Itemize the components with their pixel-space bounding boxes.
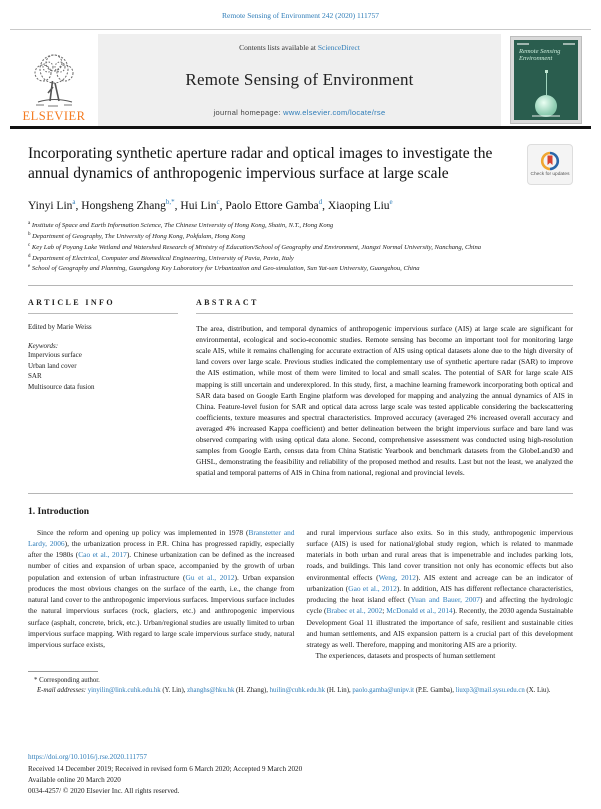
keyword: Multisource data fusion [28, 382, 95, 391]
cover-thermometer-graphic [534, 70, 558, 117]
body-column-left: Since the reform and opening up policy was implemented in 1978 (Branstetter and Lardy, 2006), the urbanization process in P.R. China has progressed rapidly, especially after the 1980s (Cao et al., 2017). Chinese urbanization can be defined as the increased number of cities and expansion of urban space, accompanied by the growth of urban population and extension of urban infrastructure (Gu et al., 2012). Urban expansion produces the most obvious changes on the surface of the earth, i.e., the change from natural land cover to the anthropogenic impervious surfaces. Impervious surface includes the natural impervious surfaces (rock, glaciers, etc.) and anthropogenic impervious surface (asphalt, concrete, brick, etc.). Urban/regional studies are usually limited to urban impervious surface mapping. With regard to large scale impervious surface study, natural impervious surface exists, [28, 527, 295, 650]
inline-link[interactable]: Yuan and Bauer, 2007 [410, 595, 480, 605]
abstract-column [196, 298, 573, 479]
masthead-divider [10, 126, 591, 129]
elsevier-wordmark: ELSEVIER [22, 109, 86, 123]
check-for-updates-label: Check for updates [530, 171, 570, 177]
inline-link[interactable]: Cao et al., 2017 [78, 550, 127, 560]
contents-line: Contents lists available at ScienceDirect [239, 43, 360, 52]
footer-block [28, 752, 573, 797]
elsevier-tree-icon [26, 51, 82, 109]
body-paragraph: and rural impervious surface also exits. So in this study, anthropogenic impervious surface (AIS) is used for national/global study region, which is related to manmade materials in both urban and rural areas that is impenetrable and includes parking lots, roads, and buildings. This land cover transition not only has economic effects but also environmental effects (Weng, 2012). AIS extent and acreage can be an indicator of urbanization (Gao et al., 2012). In addition, AIS has different reflectance characteristics, producing the heat island effect (Yuan and Bauer, 2007) and affecting the hydrologic cycle (Brabec et al., 2002; McDonald et al., 2014). Recently, the 2030 agenda Sustainable Development Goal 11 illustrated the importance of safe, resilient and sustainable cities and human settlements, and AIS expansion pattern is a crucial part of this development strategy as well. Therefore, mapping and monitoring AIS are a priority. [306, 527, 574, 650]
author-line: Yinyi Lin$^a$, Hongsheng Zhang$^{b,*}$, Hui Lin$^c$, Paolo Ettore Gamba$^d$, Xiaoping Liu$^e$ [28, 197, 393, 212]
body-paragraph: The experiences, datasets and prospects of human settlement [315, 651, 496, 661]
title-block [28, 144, 573, 185]
check-for-updates-icon [540, 151, 560, 171]
article-info-heading: ARTICLE INFO [28, 298, 178, 314]
inline-link[interactable]: yinyilin@link.cuhk.edu.hk [87, 687, 161, 695]
check-for-updates-badge[interactable] [527, 144, 573, 185]
section-heading-introduction: 1. Introduction [28, 506, 90, 517]
top-hairline [10, 29, 591, 30]
keyword: Urban land cover [28, 361, 77, 370]
elsevier-logo [10, 34, 98, 126]
homepage-line: journal homepage: www.elsevier.com/locate/rse [213, 108, 386, 117]
affiliation: $^c$ Key Lab of Poyang Lake Wetland and Watershed Research of Ministry of Education/School of Geography and Environment, Jiangxi Normal University, Nanchang, China [28, 242, 482, 251]
inline-link[interactable]: zhanghs@hku.hk [187, 687, 235, 695]
affiliation: $^b$ Department of Geography, The University of Hong Kong, Pokfulam, Hong Kong [28, 232, 246, 241]
inline-link[interactable]: paolo.gamba@unipv.it [352, 687, 415, 695]
masthead-center [98, 34, 501, 126]
keyword: Impervious surface [28, 351, 82, 359]
inline-link[interactable]: Gao et al., 2012 [348, 583, 397, 593]
body-columns [28, 527, 573, 662]
received-dates: Received 14 December 2019; Received in revised form 6 March 2020; Accepted 9 March 2020 [28, 764, 303, 773]
sciencedirect-link[interactable]: ScienceDirect [317, 43, 360, 52]
footnote-rule [28, 671, 98, 672]
affiliation: $^d$ Department of Electrical, Computer and Biomedical Engineering, University of Pavia, Pavia, Italy [28, 253, 294, 262]
inline-link[interactable]: Weng, 2012 [378, 572, 416, 582]
affiliation-list [28, 220, 573, 274]
footnote-block [28, 671, 573, 697]
inline-link[interactable]: liuxp3@mail.sysu.edu.cn [455, 687, 525, 695]
inline-link[interactable]: Brabec et al., 2002 [326, 606, 383, 616]
journal-homepage-link[interactable]: www.elsevier.com/locate/rse [283, 108, 386, 117]
affiliation: $^e$ School of Geography and Planning, Guangdong Key Laboratory for Urbanization and Geo-simulation, Sun Yat-sen University, Guangzhou, China [28, 264, 420, 273]
info-abstract-section [28, 285, 573, 494]
cover-bottom-decoration [532, 115, 560, 117]
article-title: Incorporating synthetic aperture radar and optical images to investigate the annual dynamics of anthropogenic impervious surface at large scale [28, 144, 493, 182]
inline-link[interactable]: McDonald et al., 2014 [386, 606, 453, 616]
issn-copyright: 0034-4257/ © 2020 Elsevier Inc. All rights reserved. [28, 786, 180, 795]
affiliation: $^a$ Institute of Space and Earth Information Science, The Chinese University of Hong Kong, Shatin, N.T., Hong Kong [28, 221, 334, 230]
corresponding-author-note: * Corresponding author. [34, 676, 100, 684]
keywords-label: Keywords: [28, 342, 59, 350]
inline-link[interactable]: huilin@cuhk.edu.hk [269, 687, 325, 695]
journal-cover [501, 34, 591, 126]
doi-link[interactable]: https://doi.org/10.1016/j.rse.2020.111757 [28, 753, 147, 762]
masthead [10, 34, 591, 126]
article-info-column [28, 298, 178, 479]
email-addresses: E-mail addresses: yinyilin@link.cuhk.edu.hk (Y. Lin), zhanghs@hku.hk (H. Zhang), huilin@cuhk.edu.hk (H. Lin), paolo.gamba@unipv.it (P.E. Gamba), liuxp3@mail.sysu.edu.cn (X. Liu). [37, 687, 551, 695]
journal-cover-art [514, 40, 578, 120]
available-online: Available online 20 March 2020 [28, 775, 121, 784]
journal-cover-frame [510, 36, 582, 124]
edited-by: Edited by Marie Weiss [28, 323, 92, 331]
cover-title: Remote Sensing Environment [519, 48, 561, 63]
inline-link[interactable]: Branstetter and Lardy, 2006 [28, 527, 295, 548]
abstract-text: The area, distribution, and temporal dynamics of anthropogenic impervious surface (AIS) at large scale are significant for environmental, ecological and socio-economic studies. Remote sensing has become an important tool for monitoring large scale AIS, while it remains challenging for accurate extraction of AIS using optical datasets alone due to the high diversity of land covers over large scale. Previous studies indicated the complementary use of synthetic aperture radar (SAR) to improve the AIS estimation, while most of them were limited to local and small scales. The potential of SAR for large scale AIS mapping is still uncertain and underexplored. In this study, first, a machine learning framework incorporating both optical and SAR data based on Google Earth Engine platform was developed for mapping and analyzing the annual dynamics of AIS in China. Feature-level fusion for SAR and optical data across large scale was tested applicable considering the backscattering coefficients, texture measures and spectral characteristics. Improved accuracy (averaged 2% increased overall accuracy and averaged 4% increased Kappa coefficient) and better delineation between the bright impervious surface and bare land was observed comparing with using optical data alone. Second, comprehensive assessment was conducted using high-resolution samples from Google Earth, census data from China Statistic Yearbook and benchmark datasets from the GlobeLand30 and GHSL, demonstrating the feasibility and reliability of the proposed method and results. Last but not the least, we analyzed the spatial and temporal patterns of AIS in China from national, regional and provincial levels. [196, 324, 573, 478]
inline-link[interactable]: Gu et al., 2012 [185, 572, 235, 582]
body-column-right [307, 527, 574, 662]
cover-top-decoration [517, 43, 575, 45]
journal-name: Remote Sensing of Environment [185, 70, 414, 89]
keyword: SAR [28, 372, 42, 380]
abstract-heading: ABSTRACT [196, 298, 573, 314]
journal-reference: Remote Sensing of Environment 242 (2020) 111757 [222, 11, 379, 20]
